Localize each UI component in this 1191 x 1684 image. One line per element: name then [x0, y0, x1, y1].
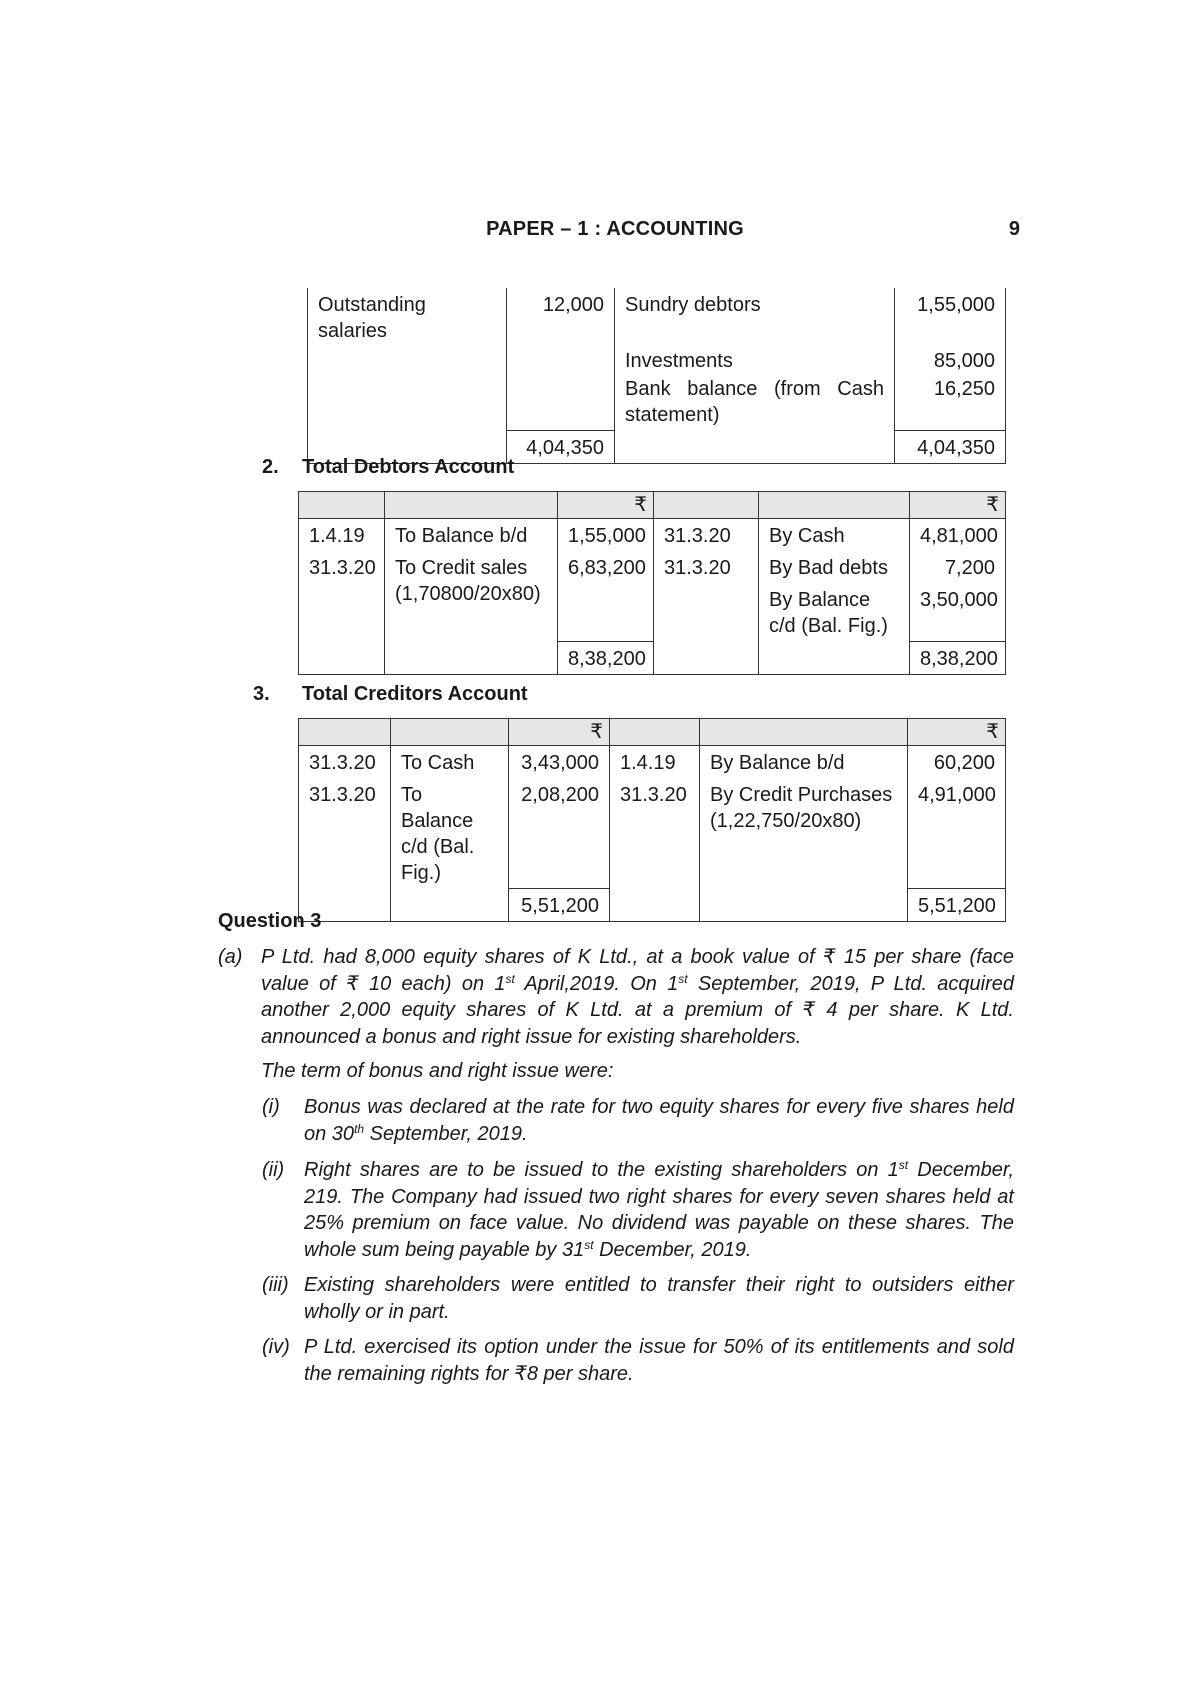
dr-amount: 1,55,000	[558, 519, 654, 552]
asset-amount: 1,55,000	[895, 288, 1006, 346]
dr-particulars: To Credit sales (1,70800/20x80)	[385, 551, 558, 641]
question-intro: P Ltd. had 8,000 equity shares of K Ltd., at a book value of ₹ 15 per share (face value of ₹ 10 each) on 1st April,2019. On 1st September, 2019, P Ltd. acquired another 2,000 equity shares of K Ltd. at a premium of ₹ 4 per share. K Ltd. announced a bonus and right issue for existing shareholders.	[261, 946, 1014, 1048]
dr-date: 31.3.20	[299, 551, 385, 641]
item-label: (iv)	[262, 1336, 290, 1358]
terms-heading: The term of bonus and right issue were:	[261, 1060, 614, 1082]
table-row	[299, 519, 1006, 552]
dr-amount: 3,43,000	[509, 746, 610, 779]
asset-amount: 16,250	[895, 374, 1006, 430]
dr-amount: 6,83,200	[558, 551, 654, 641]
total-cr: 8,38,200	[910, 641, 1006, 674]
cr-particulars: By Credit Purchases (1,22,750/20x80)	[700, 778, 908, 888]
asset-label: Investments	[615, 346, 895, 374]
liability-label: Outstanding salaries	[308, 288, 507, 346]
table-row	[308, 374, 1006, 430]
asset-label: Sundry debtors	[615, 288, 895, 346]
cr-particulars: By Balance b/d	[700, 746, 908, 779]
item-label: (ii)	[262, 1159, 285, 1181]
cr-date: 31.3.20	[610, 778, 700, 888]
cr-particulars: By Cash	[759, 519, 910, 552]
table-row	[308, 288, 1006, 346]
page-header-title: PAPER – 1 : ACCOUNTING	[486, 218, 744, 240]
cr-particulars: By Bad debts	[759, 551, 910, 583]
section-number: 3.	[253, 683, 270, 705]
dr-particulars: To Cash	[391, 746, 509, 779]
dr-particulars: To Balance c/d (Bal. Fig.)	[391, 778, 509, 888]
total-cr: 5,51,200	[908, 888, 1006, 921]
table-row	[308, 346, 1006, 374]
page-number: 9	[1008, 218, 1020, 240]
item-label: (i)	[262, 1096, 280, 1118]
dr-date: 1.4.19	[299, 519, 385, 552]
table-row	[299, 746, 1006, 779]
total-left: 4,04,350	[507, 430, 615, 463]
cr-amount: 3,50,000	[910, 583, 1006, 641]
section-title: Total Debtors Account	[302, 456, 515, 478]
rupee-symbol: ₹	[558, 492, 654, 519]
rupee-symbol: ₹	[910, 492, 1006, 519]
section-title: Total Creditors Account	[302, 683, 528, 705]
balance-sheet-fragment	[307, 288, 1006, 464]
part-label: (a)	[218, 946, 243, 968]
cr-date: 31.3.20	[654, 519, 759, 552]
item-label: (iii)	[262, 1274, 289, 1296]
header-row	[299, 719, 1006, 746]
dr-amount: 2,08,200	[509, 778, 610, 888]
table-row	[299, 551, 1006, 583]
dr-date: 31.3.20	[299, 778, 391, 888]
total-dr: 8,38,200	[558, 641, 654, 674]
liability-amount: 12,000	[507, 288, 615, 346]
dr-particulars: To Balance b/d	[385, 519, 558, 552]
cr-amount: 4,91,000	[908, 778, 1006, 888]
cr-date: 1.4.19	[610, 746, 700, 779]
cr-amount: 4,81,000	[910, 519, 1006, 552]
rupee-symbol: ₹	[509, 719, 610, 746]
cr-amount: 7,200	[910, 551, 1006, 583]
total-dr: 5,51,200	[509, 888, 610, 921]
total-right: 4,04,350	[895, 430, 1006, 463]
term-item: Right shares are to be issued to the existing shareholders on 1st December, 219. The Company had issued two right shares for every seven shares held at 25% premium on face value. No dividend was payable on these shares. The whole sum being payable by 31st December, 2019.	[304, 1158, 1015, 1261]
cr-amount: 60,200	[908, 746, 1006, 779]
term-item: P Ltd. exercised its option under the issue for 50% of its entitlements and sold the remaining rights for ₹8 per share.	[304, 1336, 1014, 1385]
cr-particulars: By Balance c/d (Bal. Fig.)	[759, 583, 910, 641]
question-title: Question 3	[218, 910, 322, 932]
debtors-account-table	[298, 491, 1006, 675]
rupee-symbol: ₹	[908, 719, 1006, 746]
asset-label: Bank balance (from Cash statement)	[615, 374, 895, 430]
header-row	[299, 492, 1006, 519]
total-row	[299, 641, 1006, 674]
table-row	[299, 778, 1006, 888]
dr-date: 31.3.20	[299, 746, 391, 779]
total-row	[299, 888, 1006, 921]
creditors-account-table	[298, 718, 1006, 922]
section-number: 2.	[262, 456, 279, 478]
cr-date: 31.3.20	[654, 551, 759, 641]
term-item: Bonus was declared at the rate for two equity shares for every five shares held on 30th September, 2019.	[304, 1096, 1014, 1145]
term-item: Existing shareholders were entitled to transfer their right to outsiders either wholly or in part.	[304, 1274, 1014, 1323]
asset-amount: 85,000	[895, 346, 1006, 374]
